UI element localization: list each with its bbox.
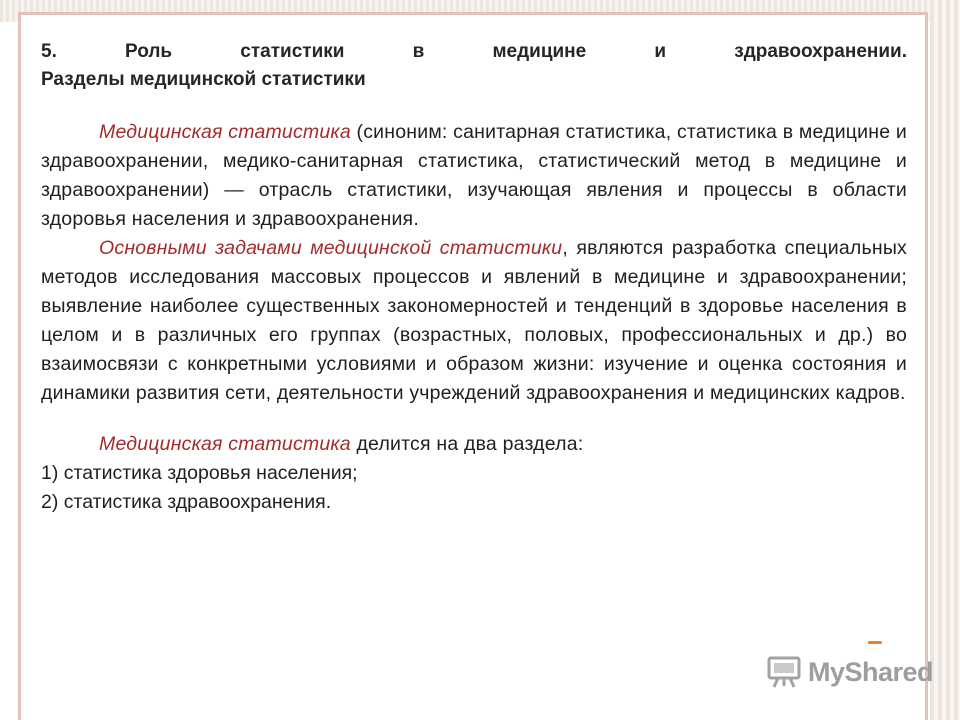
list-item: 2) статистика здравоохранения. bbox=[41, 491, 332, 513]
logo-text: MyShared bbox=[808, 656, 934, 687]
paragraph-sections-text: делится на два раздела: bbox=[350, 433, 584, 455]
slide-title-line-1: 5. Роль статистики в медицине и здравоохранении. bbox=[41, 41, 907, 62]
paragraph-sections bbox=[41, 430, 907, 459]
term-medical-statistics-2: Медицинская статистика bbox=[99, 433, 351, 455]
list-item: 1) статистика здоровья населения; bbox=[41, 462, 358, 484]
slide-title bbox=[41, 38, 907, 94]
right-decorative-stripe bbox=[930, 0, 960, 720]
term-main-tasks: Основными задачами медицинской статистики bbox=[99, 237, 563, 259]
slide-title-line-2: Разделы медицинской статистики bbox=[41, 69, 366, 90]
projector-icon bbox=[766, 655, 802, 689]
paragraph-definition bbox=[41, 118, 907, 234]
term-medical-statistics: Медицинская статистика bbox=[99, 121, 351, 143]
paragraph-tasks-text: , являются разработка специальных методов исследования массовых процессов и явлений в медицине и здравоохранении; выявление наиболее существенных закономерностей и тенденций в здоровье населения в целом и в различных его группах (возрастных, половых, профессиональных и др.) во взаимосвязи с конкретными условиями и образом жизни: изучение и оценка состояния и динамики развития сети, деятельности учреждений здравоохранения и медицинских кадров. bbox=[41, 237, 907, 404]
paragraph-tasks bbox=[41, 234, 907, 408]
paragraph-definition-text: (синоним: санитарная статистика, статистика в медицине и здравоохранении, медико-санитарная статистика, статистический метод в медицине и здравоохранении) — отрасль статистики, изучающая явления и процессы в области здоровья населения и здравоохранения. bbox=[41, 121, 907, 230]
myshared-watermark bbox=[766, 652, 933, 692]
logo-accent-mark bbox=[868, 641, 882, 644]
slide-content bbox=[41, 38, 907, 517]
